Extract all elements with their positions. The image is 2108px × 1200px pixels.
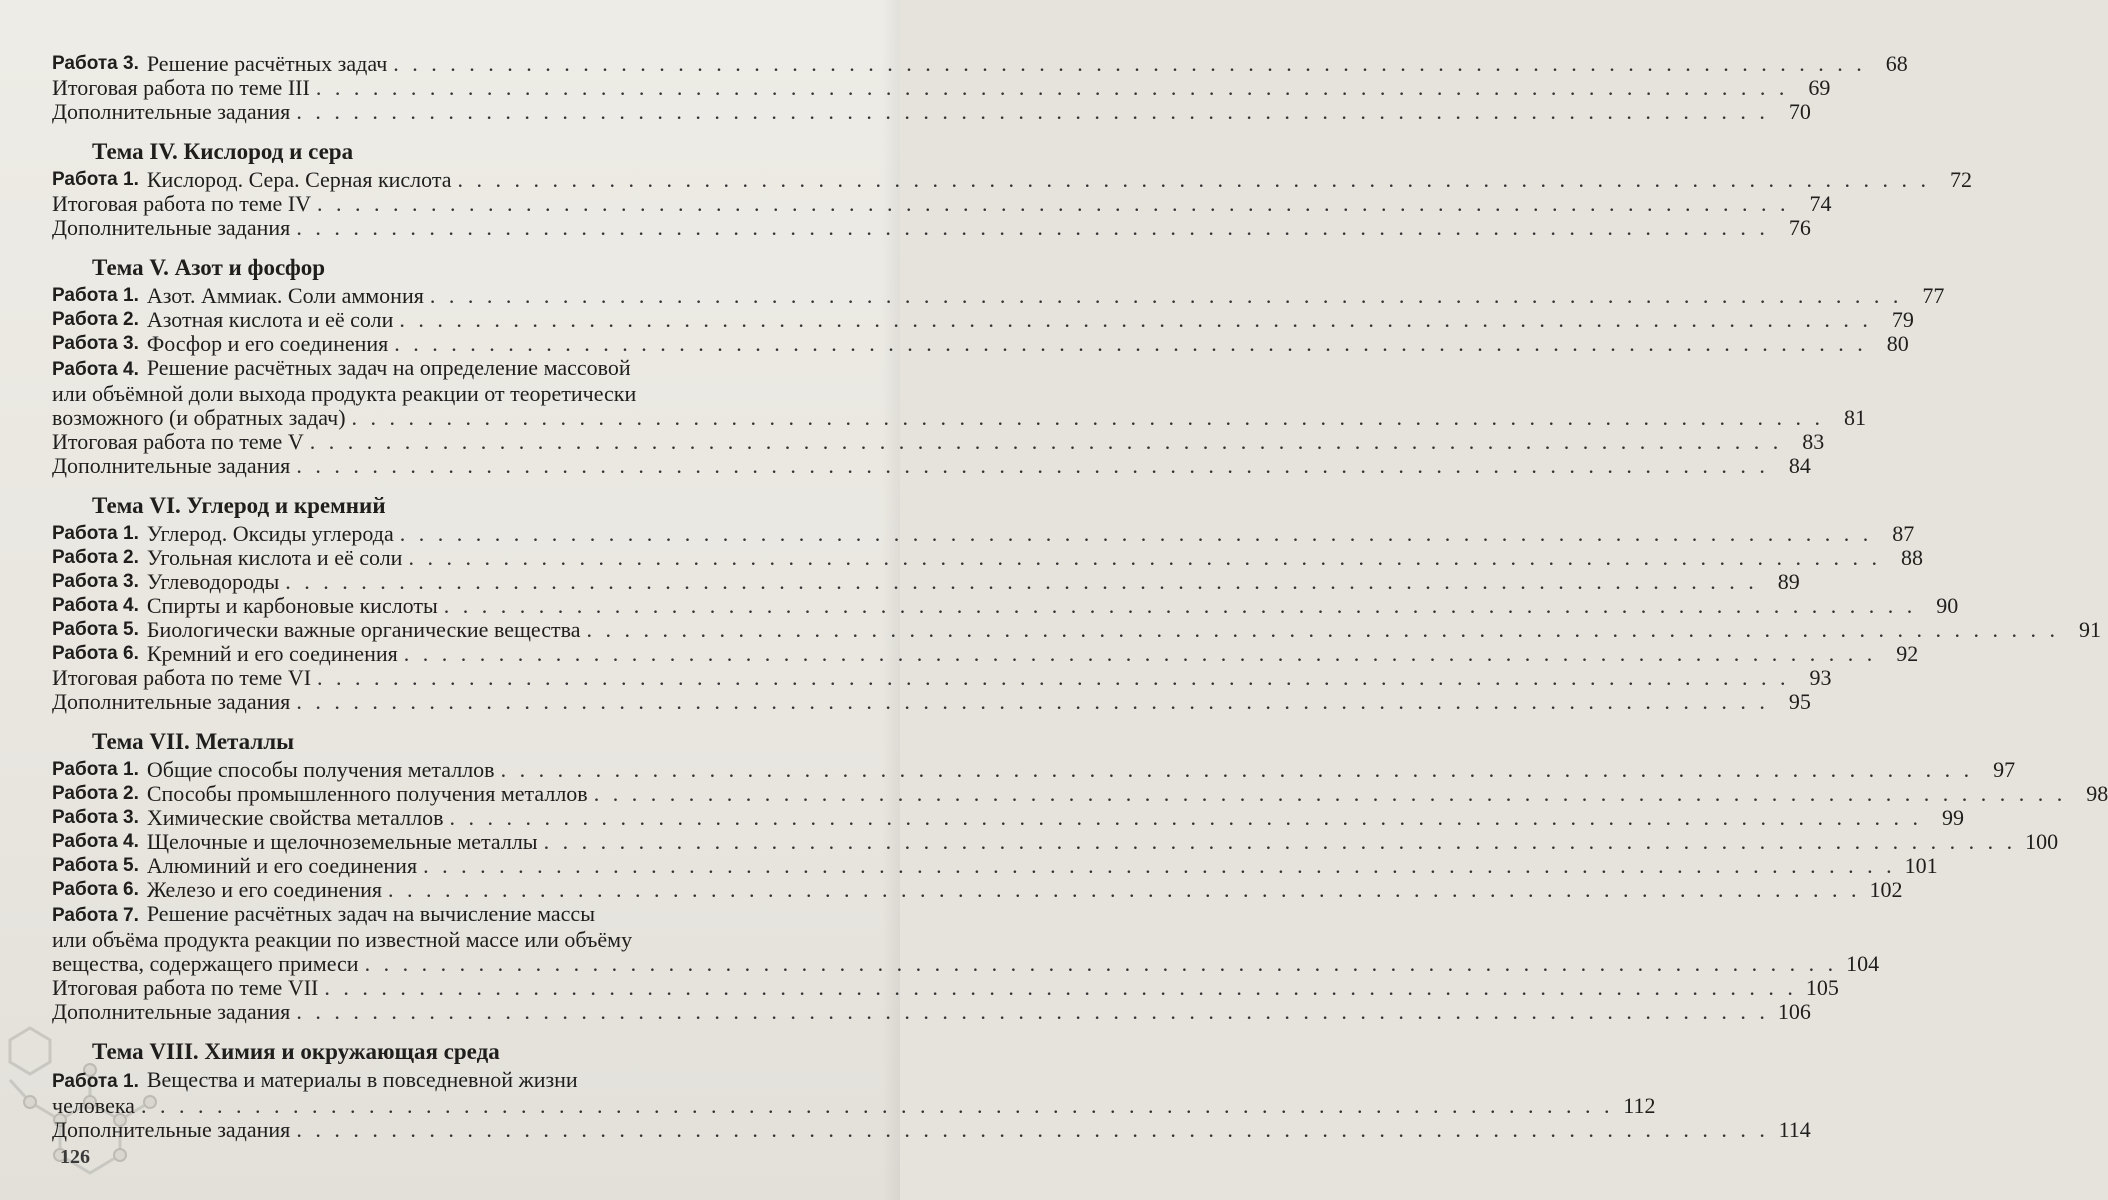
toc-entry[interactable] <box>52 215 1811 240</box>
toc-entry[interactable] <box>52 593 1959 618</box>
toc-section <box>52 138 1973 240</box>
toc-entry[interactable] <box>52 453 1811 478</box>
entry-page: 76 <box>1788 215 1811 240</box>
entry-page: 80 <box>1886 331 1909 356</box>
entry-label: Работа 1. <box>52 169 139 190</box>
entry-label: Работа 1. <box>52 759 139 780</box>
entry-title: Итоговая работа по теме V <box>52 429 304 454</box>
entry-label: Работа 2. <box>52 783 139 804</box>
section-heading: Тема VII. Металлы <box>92 729 295 754</box>
toc-entry[interactable] <box>52 283 1945 308</box>
toc-entry[interactable] <box>52 829 2059 854</box>
toc-entry[interactable] <box>52 999 1811 1024</box>
dot-leader <box>324 976 1797 1000</box>
dot-leader <box>458 168 1931 192</box>
entry-title: Алюминий и его соединения <box>146 853 418 878</box>
section-heading: Тема IV. Кислород и сера <box>92 139 354 164</box>
entry-label: Работа 2. <box>52 547 139 568</box>
entry-label: Работа 1. <box>52 1071 139 1092</box>
entry-title: Углерод. Оксиды углерода <box>146 521 394 546</box>
dot-leader <box>296 216 1769 240</box>
entry-title: Итоговая работа по теме VI <box>52 665 312 690</box>
entry-label: Работа 5. <box>52 855 139 876</box>
entry-title: Фосфор и его соединения <box>146 331 389 356</box>
toc-entry[interactable] <box>52 429 1825 454</box>
dot-leader <box>352 406 1825 430</box>
toc-entry[interactable] <box>52 307 1914 332</box>
entry-title: Итоговая работа по теме VII <box>52 975 319 1000</box>
entry-title: Дополнительные задания <box>52 1117 291 1142</box>
entry-title: Угольная кислота и её соли <box>146 545 403 570</box>
entry-title: Дополнительные задания <box>52 215 291 240</box>
toc-entry[interactable] <box>52 781 2108 806</box>
dot-leader <box>586 618 2059 642</box>
entry-title: Дополнительные задания <box>52 689 291 714</box>
dot-leader <box>296 1118 1769 1142</box>
entry-page: 100 <box>2025 829 2059 854</box>
dot-leader <box>310 430 1783 454</box>
entry-label: Работа 3. <box>52 53 139 74</box>
toc-entry[interactable] <box>52 75 1831 100</box>
dot-leader <box>408 546 1881 570</box>
toc-entry[interactable] <box>52 521 1915 546</box>
entry-page: 101 <box>1904 853 1938 878</box>
entry-title: Решение расчётных задач <box>146 51 388 76</box>
entry-title: Железо и его соединения <box>146 877 382 902</box>
dot-leader <box>594 782 2067 806</box>
dot-leader <box>296 690 1769 714</box>
entry-title: Итоговая работа по теме IV <box>52 191 312 216</box>
entry-title-continued: вещества, содержащего примеси <box>52 951 359 976</box>
entry-page: 87 <box>1892 521 1915 546</box>
dot-leader <box>296 454 1769 478</box>
entry-page: 81 <box>1844 405 1867 430</box>
entry-title-continued: возможного (и обратных задач) <box>52 405 346 430</box>
entry-page: 69 <box>1808 75 1831 100</box>
toc-entry[interactable] <box>52 569 1800 594</box>
entry-title: Дополнительные задания <box>52 453 291 478</box>
entry-page: 68 <box>1885 51 1908 76</box>
toc-entry[interactable] <box>52 545 1923 570</box>
toc-entry[interactable] <box>52 805 1964 830</box>
entry-page: 102 <box>1869 877 1903 902</box>
page-number: 126 <box>60 1146 90 1168</box>
toc-entry[interactable] <box>52 331 1909 356</box>
toc-entry[interactable] <box>52 853 1938 878</box>
toc-entry[interactable] <box>52 617 2101 642</box>
entry-page: 93 <box>1809 665 1832 690</box>
entry-label: Работа 4. <box>52 595 139 616</box>
entry-page: 88 <box>1900 545 1923 570</box>
toc-entry[interactable] <box>52 877 1903 902</box>
entry-page: 97 <box>1993 757 2016 782</box>
dot-leader <box>501 758 1974 782</box>
entry-page: 112 <box>1623 1093 1656 1118</box>
entry-page: 77 <box>1922 283 1945 308</box>
entry-page: 70 <box>1788 99 1811 124</box>
entry-label: Работа 3. <box>52 807 139 828</box>
entry-title: Спирты и карбоновые кислоты <box>146 593 438 618</box>
entry-title: Дополнительные задания <box>52 99 291 124</box>
entry-page: 95 <box>1788 689 1811 714</box>
entry-title: Решение расчётных задач на вычисление массы <box>146 901 595 926</box>
section-heading: Тема VI. Углерод и кремний <box>92 493 386 518</box>
dot-leader <box>296 100 1769 124</box>
entry-page: 83 <box>1802 429 1825 454</box>
dot-leader <box>399 308 1872 332</box>
entry-title: Кремний и его соединения <box>146 641 398 666</box>
toc-section <box>52 492 2101 714</box>
dot-leader <box>141 1094 1614 1118</box>
entry-page: 106 <box>1777 999 1811 1024</box>
dot-leader <box>430 284 1903 308</box>
section-heading: Тема VIII. Химия и окружающая среда <box>92 1039 500 1064</box>
entry-page: 89 <box>1777 569 1800 594</box>
entry-page: 74 <box>1809 191 1832 216</box>
entry-label: Работа 1. <box>52 285 139 306</box>
entry-label: Работа 4. <box>52 831 139 852</box>
entry-title: Дополнительные задания <box>52 999 291 1024</box>
toc-entry[interactable] <box>52 665 1832 690</box>
dot-leader <box>388 878 1861 902</box>
entry-page: 105 <box>1805 975 1839 1000</box>
entry-title: Кислород. Сера. Серная кислота <box>146 167 452 192</box>
entry-title: Азотная кислота и её соли <box>146 307 394 332</box>
toc-section <box>52 1038 1811 1142</box>
entry-label: Работа 3. <box>52 333 139 354</box>
dot-leader <box>285 570 1758 594</box>
entry-label: Работа 5. <box>52 619 139 640</box>
entry-label: Работа 4. <box>52 359 139 380</box>
entry-page: 98 <box>2086 781 2108 806</box>
toc-entry[interactable] <box>52 975 1839 1000</box>
entry-title-continued: или объёмной доли выхода продукта реакции от теоретически <box>52 381 637 406</box>
entry-page: 104 <box>1846 951 1880 976</box>
toc-entry[interactable] <box>52 51 1908 76</box>
toc-section <box>52 728 2108 1024</box>
entry-title: Вещества и материалы в повседневной жизни <box>146 1067 578 1092</box>
entry-title-continued: или объёма продукта реакции по известной массе или объёму <box>52 927 633 952</box>
entry-title: Щелочные и щелочноземельные металлы <box>146 829 538 854</box>
dot-leader <box>423 854 1896 878</box>
entry-title: Химические свойства металлов <box>146 805 444 830</box>
toc-entry[interactable] <box>52 355 1867 430</box>
entry-page: 84 <box>1788 453 1811 478</box>
entry-page: 99 <box>1941 805 1964 830</box>
dot-leader <box>317 666 1790 690</box>
dot-leader <box>400 522 1873 546</box>
dot-leader <box>393 52 1866 76</box>
entry-page: 72 <box>1950 167 1973 192</box>
toc-entry[interactable] <box>52 757 2016 782</box>
entry-title: Способы промышленного получения металлов <box>146 781 588 806</box>
entry-label: Работа 7. <box>52 905 139 926</box>
entry-title: Общие способы получения металлов <box>146 757 495 782</box>
toc-section <box>52 51 1908 124</box>
dot-leader <box>449 806 1922 830</box>
entry-title: Углеводороды <box>146 569 280 594</box>
toc-entry[interactable] <box>52 1117 1811 1142</box>
toc-entry[interactable] <box>52 901 1880 976</box>
toc-entry[interactable] <box>52 191 1832 216</box>
toc-entry[interactable] <box>52 689 1811 714</box>
toc-entry[interactable] <box>52 167 1973 192</box>
entry-title: Итоговая работа по теме III <box>52 75 310 100</box>
entry-page: 92 <box>1896 641 1919 666</box>
dot-leader <box>544 830 2017 854</box>
entry-label: Работа 6. <box>52 643 139 664</box>
dot-leader <box>365 952 1838 976</box>
entry-page: 79 <box>1891 307 1914 332</box>
toc-entry[interactable] <box>52 641 1919 666</box>
dot-leader <box>316 76 1789 100</box>
section-heading: Тема V. Азот и фосфор <box>92 255 326 280</box>
toc-entry[interactable] <box>52 1067 1656 1118</box>
dot-leader <box>444 594 1917 618</box>
entry-label: Работа 2. <box>52 309 139 330</box>
entry-page: 90 <box>1936 593 1959 618</box>
table-of-contents <box>52 51 2108 1156</box>
dot-leader <box>404 642 1877 666</box>
dot-leader <box>296 1000 1769 1024</box>
entry-label: Работа 3. <box>52 571 139 592</box>
entry-label: Работа 6. <box>52 879 139 900</box>
toc-entry[interactable] <box>52 99 1811 124</box>
dot-leader <box>317 192 1790 216</box>
entry-title: Биологически важные органические вещества <box>146 617 581 642</box>
entry-label: Работа 1. <box>52 523 139 544</box>
entry-title-continued: человека <box>52 1093 135 1118</box>
entry-page: 114 <box>1778 1117 1811 1142</box>
entry-page: 91 <box>2078 617 2101 642</box>
toc-section <box>52 254 1945 478</box>
entry-title: Азот. Аммиак. Соли аммония <box>146 283 424 308</box>
entry-title: Решение расчётных задач на определение массовой <box>146 355 631 380</box>
dot-leader <box>394 332 1867 356</box>
